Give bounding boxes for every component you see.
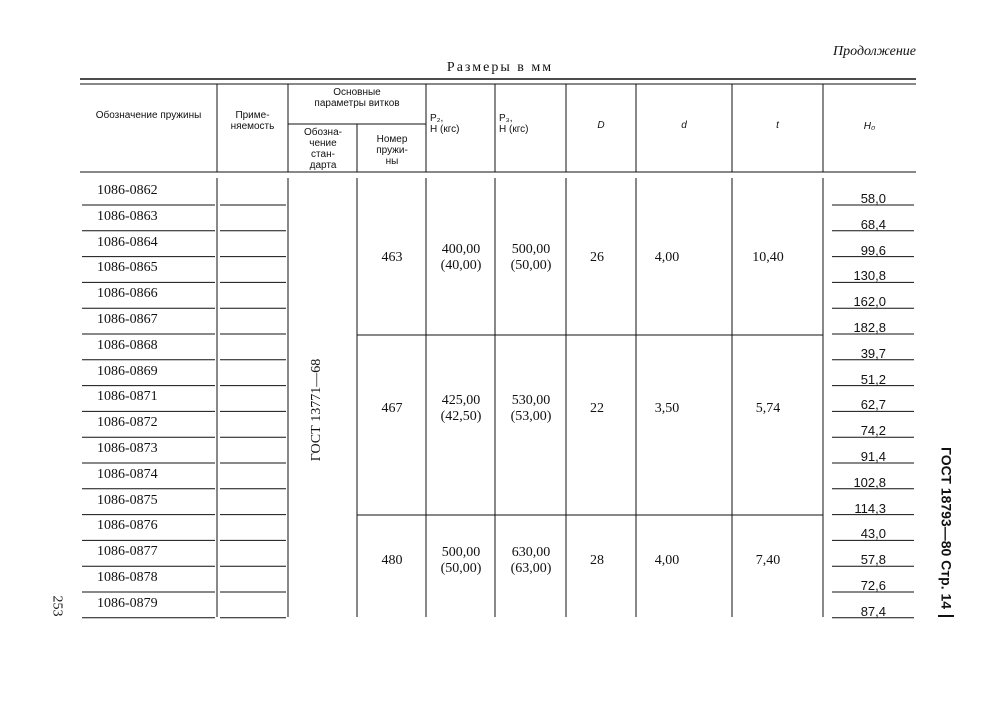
header-p2: P₂, Н (кгс): [430, 113, 460, 135]
group-d: 4,00: [654, 250, 680, 265]
header-D: D: [597, 120, 605, 131]
group-p3: 530,00 (53,00): [510, 393, 552, 424]
row-h0: 62,7: [860, 397, 886, 413]
group-spring-number: 463: [381, 250, 403, 265]
row-code: 1086-0876: [97, 518, 158, 534]
group-d: 3,50: [654, 401, 680, 416]
group-p2: 500,00 (50,00): [440, 545, 482, 576]
header-p3: P₃, Н (кгс): [499, 113, 529, 135]
group-p2: 400,00 (40,00): [440, 242, 482, 273]
row-code: 1086-0871: [97, 389, 158, 405]
row-code: 1086-0866: [97, 286, 158, 302]
header-applicability: Приме- няемость: [230, 110, 275, 132]
page-number: 253: [49, 595, 65, 617]
row-h0: 114,3: [854, 500, 886, 516]
group-t: 10,40: [752, 250, 784, 265]
row-h0: 87,4: [860, 603, 886, 619]
group-D: 22: [590, 401, 604, 416]
row-h0: 74,2: [860, 423, 886, 439]
group-D: 26: [590, 250, 604, 265]
row-h0: 99,6: [860, 242, 886, 258]
row-h0: 58,0: [860, 191, 886, 206]
row-h0: 72,6: [860, 578, 886, 593]
group-d: 4,00: [654, 553, 680, 568]
row-code: 1086-0875: [97, 492, 158, 508]
row-code: 1086-0864: [97, 234, 158, 250]
header-spring-number: Номер пружи- ны: [376, 134, 408, 167]
side-gost-label: ГОСТ 18793—80 Стр. 14: [938, 446, 955, 610]
header-H0: H₀: [863, 121, 876, 132]
row-h0: 102,8: [853, 474, 886, 490]
standard-label: ГОСТ 13771—68: [309, 358, 324, 462]
row-h0: 91,4: [860, 449, 886, 464]
header-std-designation: Обозна- чение стан- дарта: [304, 127, 342, 171]
group-p2: 425,00 (42,50): [440, 393, 482, 424]
units-caption: Размеры в мм: [446, 60, 554, 75]
group-spring-number: 467: [381, 401, 403, 416]
row-h0: 130,8: [853, 268, 886, 284]
row-code: 1086-0867: [97, 312, 158, 327]
group-t: 7,40: [755, 553, 781, 568]
header-designation: Обозначение пружины: [95, 110, 202, 121]
continuation-label: Продолжение: [833, 44, 916, 59]
header-t: t: [776, 120, 779, 131]
row-h0: 68,4: [860, 216, 886, 232]
group-t: 5,74: [755, 401, 781, 416]
row-h0: 43,0: [860, 526, 886, 542]
row-code: 1086-0872: [97, 415, 158, 431]
row-code: 1086-0863: [97, 208, 158, 224]
group-spring-number: 480: [381, 553, 403, 568]
header-d: d: [681, 120, 687, 131]
row-code: 1086-0868: [97, 337, 158, 353]
row-h0: 39,7: [860, 345, 886, 361]
row-h0: 57,8: [860, 552, 886, 568]
row-code: 1086-0873: [97, 441, 158, 456]
row-code: 1086-0865: [97, 260, 158, 276]
row-h0: 51,2: [860, 371, 886, 387]
row-code: 1086-0877: [97, 544, 158, 560]
row-code: 1086-0869: [97, 363, 158, 379]
row-h0: 162,0: [853, 294, 886, 310]
row-code: 1086-0878: [97, 570, 158, 585]
header-coil-params: Основные параметры витков: [314, 87, 400, 109]
group-p3: 500,00 (50,00): [510, 242, 552, 273]
row-h0: 182,8: [853, 320, 886, 335]
group-D: 28: [590, 553, 604, 568]
row-code: 1086-0862: [97, 183, 158, 198]
group-p3: 630,00 (63,00): [510, 545, 552, 576]
row-code: 1086-0874: [97, 466, 158, 482]
row-code: 1086-0879: [97, 595, 158, 611]
